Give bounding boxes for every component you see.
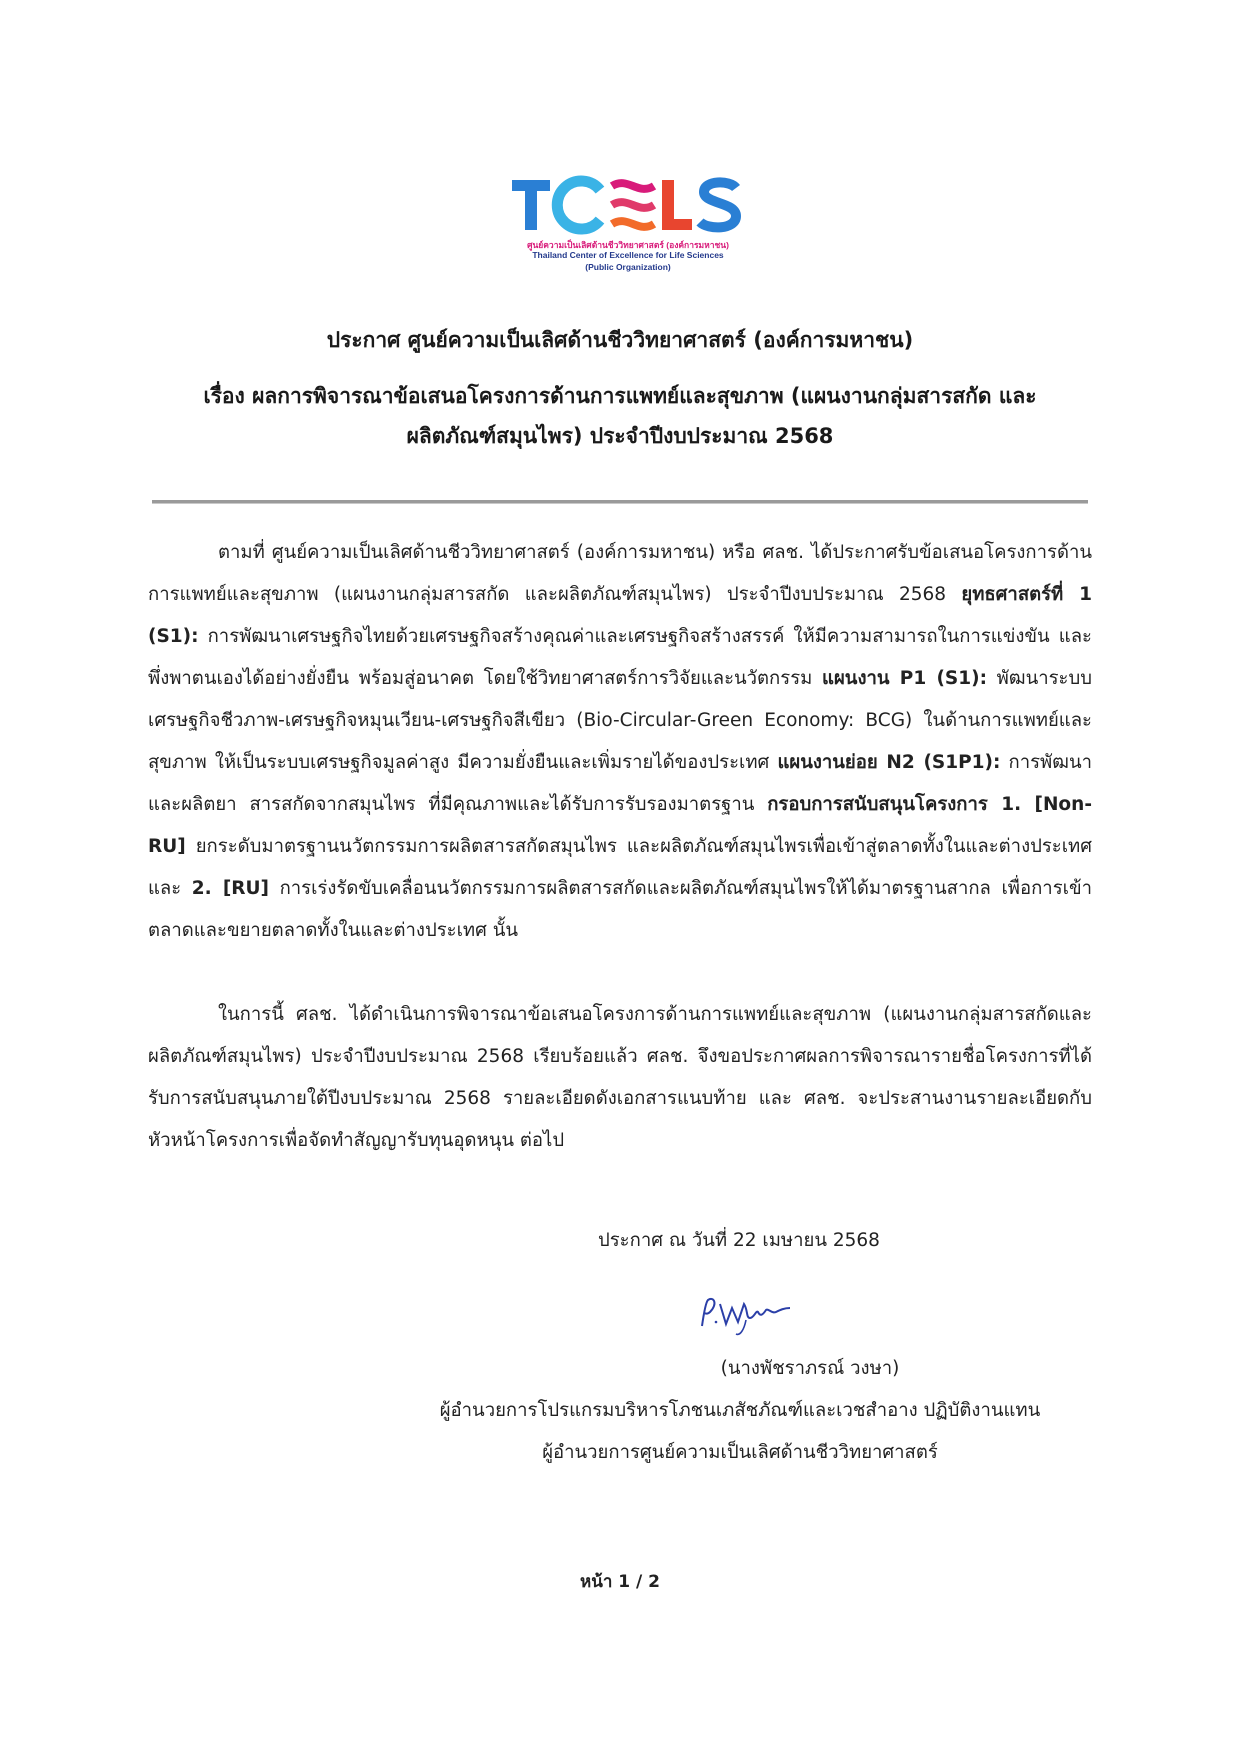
logo-letter-s [700, 182, 736, 227]
p1-framework-label: กรอบการสนับสนุนโครงการ 1. [Non-RU] [148, 794, 1092, 857]
header-divider [152, 500, 1088, 504]
subject-line-2: ผลิตภัณฑ์สมุนไพร) ประจำปีงบประมาณ 2568 [406, 424, 834, 448]
paragraph-1 [148, 532, 1092, 952]
logo-letter-l [662, 180, 692, 230]
logo-thai-name: ศูนย์ความเป็นเลิศด้านชีววิทยาศาสตร์ (องค์การมหาชน) [527, 240, 729, 250]
logo-english-name: Thailand Center of Excellence for Life Sciences [532, 250, 724, 260]
signatory-name: (นางพัชราภรณ์ วงษา) [720, 1358, 900, 1379]
subject-line-1: เรื่อง ผลการพิจารณาข้อเสนอโครงการด้านการแพทย์และสุขภาพ (แผนงานกลุ่มสารสกัด และ [203, 384, 1037, 408]
handwritten-signature [696, 1290, 796, 1340]
p2-text: ในการนี้ ศลช. ได้ดำเนินการพิจารณาข้อเสนอโครงการด้านการแพทย์และสุขภาพ (แผนงานกลุ่มสารสกัดและผลิตภัณฑ์สมุนไพร) ประจำปีงบประมาณ 2568 เรียบร้อยแล้ว ศลช. จึงขอประกาศผลการพิจารณารายชื่อโครงการที่ได้รับการสนับสนุนภายใต้ปีงบประมาณ 2568 รายละเอียดดังเอกสารแนบท้าย และ ศลช. จะประสานงานรายละเอียดกับหัวหน้าโครงการเพื่อจัดทำสัญญารับทุนอุดหนุน ต่อไป [148, 1004, 1092, 1151]
signatory-title: ผู้อำนวยการโปรแกรมบริหารโภชนเภสัชภัณฑ์และเวชสำอาง ปฏิบัติงานแทน [439, 1400, 1041, 1421]
p1-framework-text: ยกระดับมาตรฐานนวัตกรรมการผลิตสารสกัดสมุนไพร และผลิตภัณฑ์สมุนไพรเพื่อเข้าสู่ตลาดทั้งในและต่างประเทศ และ [148, 836, 1092, 899]
p1-plan-label: แผนงาน P1 (S1): [822, 668, 987, 689]
logo-letter-t [512, 180, 550, 230]
tcels-logo-mark [508, 172, 748, 238]
signatory-title-acting-for: ผู้อำนวยการศูนย์ความเป็นเลิศด้านชีววิทยาศาสตร์ [542, 1442, 938, 1463]
logo-letter-e [612, 183, 654, 227]
tcels-logo [508, 172, 748, 278]
p1-ru-text: การเร่งรัดขับเคลื่อนนวัตกรรมการผลิตสารสกัดและผลิตภัณฑ์สมุนไพรให้ได้มาตรฐานสากล เพื่อการเข้าตลาดและขยายตลาดทั้งในและต่างประเทศ นั้น [148, 878, 1092, 941]
p1-subplan-label: แผนงานย่อย N2 (S1P1): [777, 752, 1001, 773]
paragraph-2 [148, 994, 1092, 1162]
logo-letter-c [557, 181, 600, 229]
p1-subplan-text: การพัฒนาและผลิตยา สารสกัดจากสมุนไพร ที่มีคุณภาพและได้รับการรับรองมาตรฐาน [148, 752, 1092, 815]
p1-intro: ตามที่ ศูนย์ความเป็นเลิศด้านชีววิทยาศาสตร์ (องค์การมหาชน) หรือ ศลช. ได้ประกาศรับข้อเสนอโครงการด้านการแพทย์และสุขภาพ (แผนงานกลุ่มสารสกัด และผลิตภัณฑ์สมุนไพร) ประจำปีงบประมาณ 2568 [148, 542, 1092, 605]
p1-strategy-text: การพัฒนาเศรษฐกิจไทยด้วยเศรษฐกิจสร้างคุณค่าและเศรษฐกิจสร้างสรรค์ ให้มีความสามารถในการแข่งขัน และพึ่งพาตนเองได้อย่างยั่งยืน พร้อมสู่อนาคต โดยใช้วิทยาศาสตร์การวิจัยและนวัตกรรม [148, 626, 1092, 689]
p1-ru-label: 2. [RU] [191, 878, 269, 899]
logo-org-type: (Public Organization) [585, 262, 671, 272]
announcement-title: ประกาศ ศูนย์ความเป็นเลิศด้านชีววิทยาศาสตร์ (องค์การมหาชน) [326, 328, 914, 352]
p1-plan-text: พัฒนาระบบเศรษฐกิจชีวภาพ-เศรษฐกิจหมุนเวียน-เศรษฐกิจสีเขียว (Bio-Circular-Green Economy: BCG) ในด้านการแพทย์และสุขภาพ ให้เป็นระบบเศรษฐกิจมูลค่าสูง มีความยั่งยืนและเพิ่มรายได้ของประเทศ [148, 668, 1092, 773]
announcement-subject [140, 376, 1100, 456]
p1-strategy-label: ยุทธศาสตร์ที่ 1 (S1): [148, 584, 1092, 647]
page-number: หน้า 1 / 2 [580, 1572, 660, 1592]
announcement-date: ประกาศ ณ วันที่ 22 เมษายน 2568 [598, 1230, 880, 1251]
